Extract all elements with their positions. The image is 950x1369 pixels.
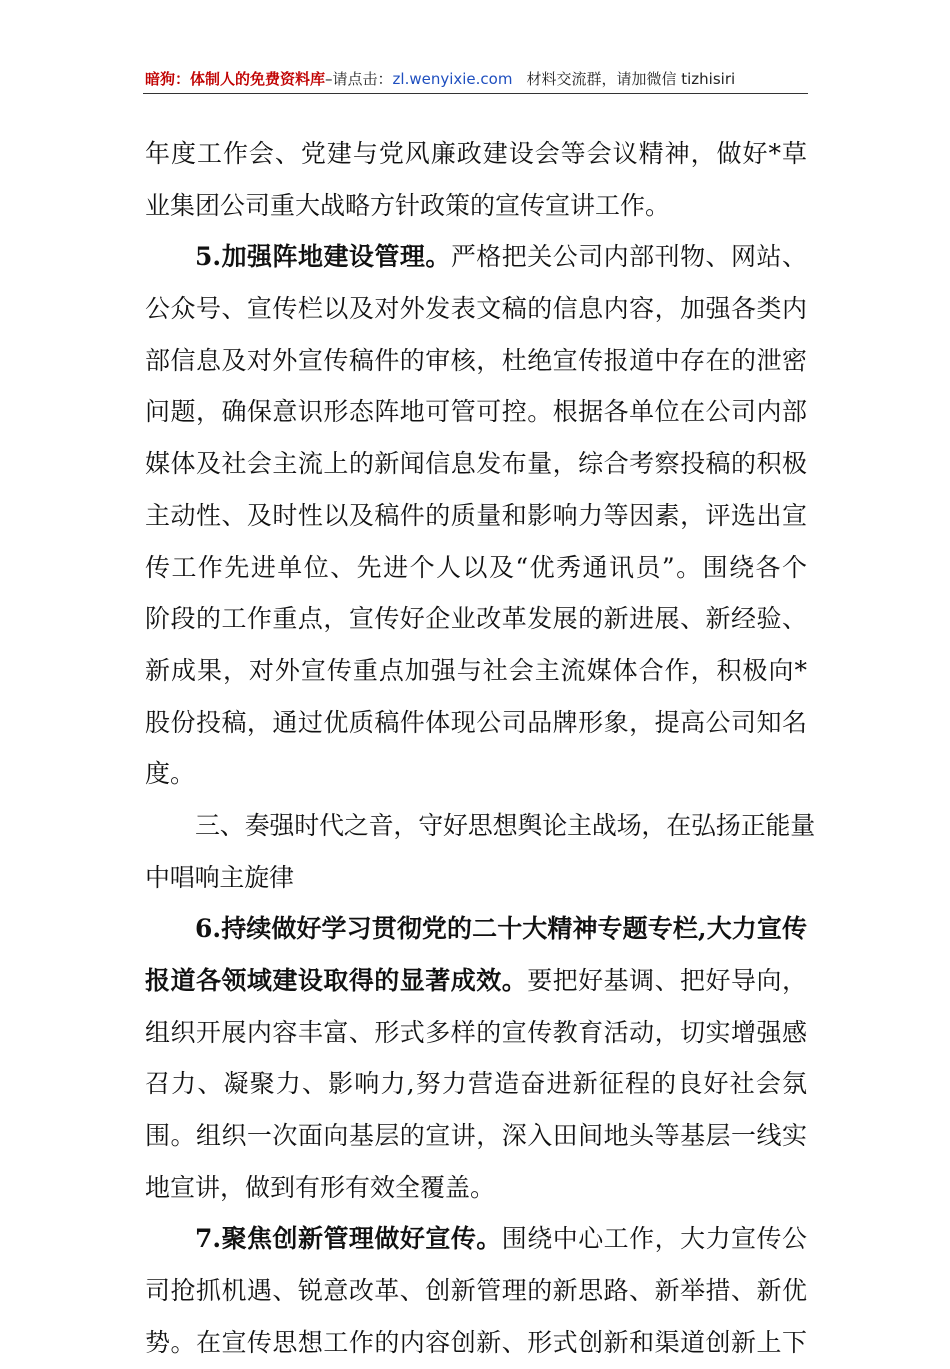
body-line: 主动性、及时性以及稿件的质量和影响力等因素，评选出宣 — [145, 500, 807, 530]
body-line: 年度工作会、党建与党风廉政建设会等会议精神，做好*草 — [145, 139, 807, 168]
body-line: 地宣讲，做到有形有效全覆盖。 — [145, 1172, 496, 1202]
body-line: 业集团公司重大战略方针政策的宣传宣讲工作。 — [145, 190, 671, 220]
section-heading-3: 三、奏强时代之音，守好思想舆论主战场，在弘扬正能量 — [195, 810, 816, 840]
body-line: 问题，确保意识形态阵地可管可控。根据各单位在公司内部 — [145, 397, 807, 427]
body-text: 围绕中心工作，大力宣传公 — [501, 1224, 807, 1254]
item-7-title: 7.聚焦创新管理做好宣传。 — [195, 1224, 502, 1254]
body-line: 组织开展内容丰富、形式多样的宣传教育活动，切实增强感 — [145, 1017, 807, 1047]
paragraph-7-first-line — [145, 1213, 807, 1265]
item-5-title: 5.加强阵地建设管理。 — [195, 242, 451, 272]
body-line: 媒体及社会主流上的新闻信息发布量，综合考察投稿的积极 — [145, 449, 807, 479]
body-line: 传工作先进单位、先进个人以及“优秀通讯员”。围绕各个 — [145, 552, 807, 582]
body-line: 公众号、宣传栏以及对外发表文稿的信息内容，加强各类内 — [145, 294, 807, 324]
paragraph-5-first-line — [145, 231, 807, 283]
body-text: 要把好基调、把好导向， — [527, 966, 807, 995]
document-body — [145, 128, 816, 1369]
body-line: 阶段的工作重点，宣传好企业改革发展的新进展、新经验、 — [145, 604, 807, 634]
header-divider — [143, 93, 808, 94]
body-line: 度。 — [145, 759, 196, 789]
body-text: 严格把关公司内部刊物、网站、 — [450, 242, 807, 272]
item-6-title-cont: 报道各领域建设取得的显著成效。 — [145, 966, 528, 995]
body-line: 股份投稿，通过优质稿件体现公司品牌形象，提高公司知名 — [145, 707, 807, 737]
body-line: 势。在宣传思想工作的内容创新、形式创新和渠道创新上下 — [145, 1327, 807, 1357]
header-group-text: 材料交流群，请加微信 tizhisiri — [526, 70, 736, 88]
section-heading-3-cont: 中唱响主旋律 — [145, 862, 294, 892]
body-line: 司抢抓机遇、锐意改革、创新管理的新思路、新举措、新优 — [145, 1276, 807, 1306]
header-brand: 暗狗：体制人的免费资料库 — [145, 70, 326, 88]
body-line: 新成果，对外宣传重点加强与社会主流媒体合作，积极向* — [145, 655, 807, 685]
body-line: 围。组织一次面向基层的宣讲，深入田间地头等基层一线实 — [145, 1121, 807, 1151]
paragraph-6-line — [145, 955, 807, 1007]
page-header — [145, 68, 807, 90]
header-click-text: –请点击： — [325, 70, 393, 88]
item-6-title: 6.持续做好学习贯彻党的二十大精神专题专栏,大力宣传 — [195, 914, 807, 944]
body-line: 召力、凝聚力、影响力,努力营造奋进新征程的良好社会氛 — [145, 1069, 807, 1099]
header-url-link[interactable]: zl.wenyixie.com — [392, 70, 513, 88]
body-line: 部信息及对外宣传稿件的审核，杜绝宣传报道中存在的泄密 — [145, 345, 807, 375]
